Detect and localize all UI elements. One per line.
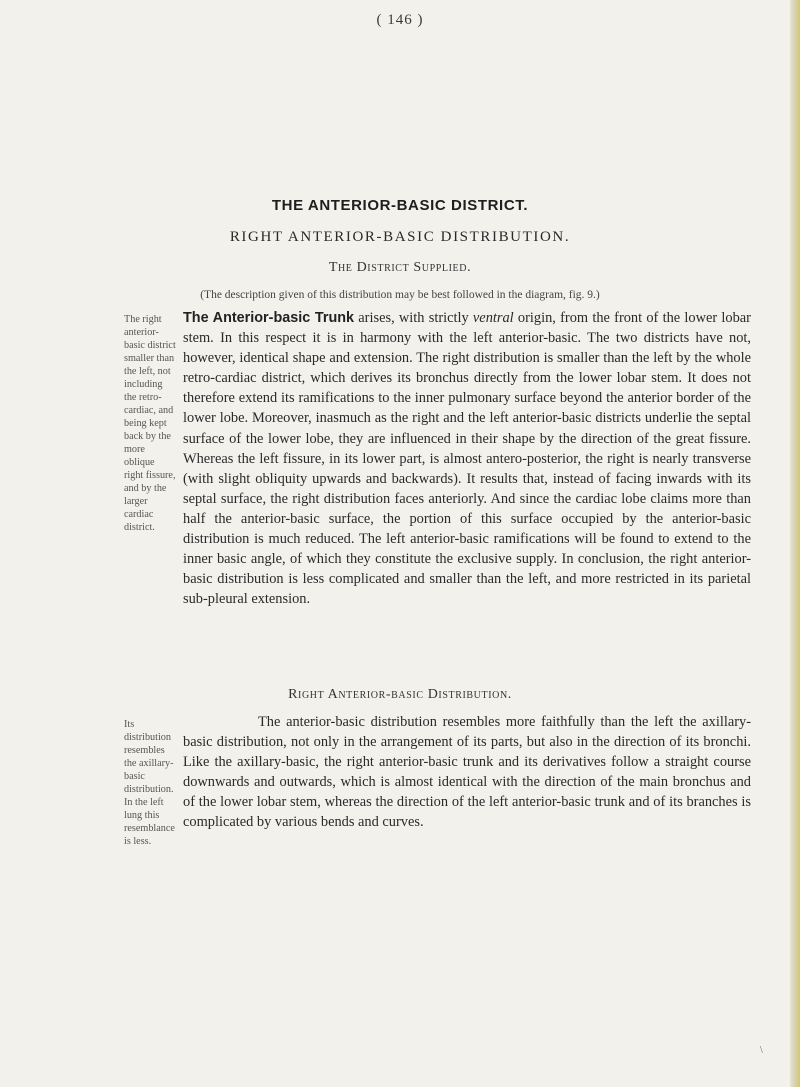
corner-mark: \ xyxy=(760,1045,763,1056)
diagram-note: (The description given of this distribution may be best followed in the diagram, fig. 9.) xyxy=(200,289,600,301)
subsection-title-district: The District Supplied. xyxy=(328,260,472,275)
paragraph-italic: ventral xyxy=(472,310,514,326)
paragraph-anterior-basic-trunk xyxy=(183,308,751,609)
subsection-title-distribution: Right Anterior-basic Distribution. xyxy=(288,687,512,702)
margin-note-distribution: Its distribution resembles the axillary-basic distribution. In the left lung this resemblance is less. xyxy=(124,719,175,847)
page-number: ( 146 ) xyxy=(376,12,424,28)
section-heading: RIGHT ANTERIOR-BASIC DISTRIBUTION. xyxy=(229,229,571,245)
chapter-heading: THE ANTERIOR-BASIC DISTRICT. xyxy=(271,197,529,214)
paragraph-text: origin, from the front of the lower lobar stem. In this respect it is in harmony with the left anterior-basic. The two districts have not, however, identical shape and extension. The right distribution is smaller than the left by the whole retro-cardiac district, which derives its bronchus directly from the lower lobar stem. It does not therefore extend its ramifications to the inner pulmonary surface beyond the anterior border of the lower lobe. Moreover, inasmuch as the right and the left anterior-basic districts underlie the septal surface of the lower lobe, they are influenced in their shape by the direction of the great fissure. Whereas the left fissure, in its lower part, is almost antero-posterior, the right is nearly transverse (with slight obliquity upwards and backwards). It results that, instead of facing inwards with its septal surface, the right distribution faces anteriorly. And since the cardiac lobe claims more than half the anterior-basic surface, the portion of this surface occupied by the anterior-basic distribution is much reduced. The left anterior-basic ramifications will be found to extend to the inner basic angle, of which they constitute the exclusive supply. In conclusion, the right anterior-basic distribution is less complicated and smaller than the left, and more restricted in its parietal sub-pleural extension. xyxy=(183,310,751,608)
margin-note-district: The right anterior-basic district smaller than the left, not including the retro-cardiac, and being kept back by the more oblique right fissure, and by the larger cardiac district. xyxy=(124,314,176,533)
paragraph-lead: The Anterior-basic Trunk xyxy=(183,310,355,326)
paragraph-distribution: The anterior-basic distribution resembles more faithfully than the left the axillary-basic distribution, not only in the arrangement of its parts, but also in the direction of its bronchi. Like the axillary-basic, the right anterior-basic trunk and its derivatives follow a straight course downwards and outwards, which is almost identical with the direction of the main bronchus and of the lower lobar stem, whereas the direction of the left anterior-basic trunk and of its branches is complicated by various bends and curves. xyxy=(183,714,751,831)
paragraph-text: arises, with strictly xyxy=(354,310,473,326)
page-edge xyxy=(790,0,800,1087)
